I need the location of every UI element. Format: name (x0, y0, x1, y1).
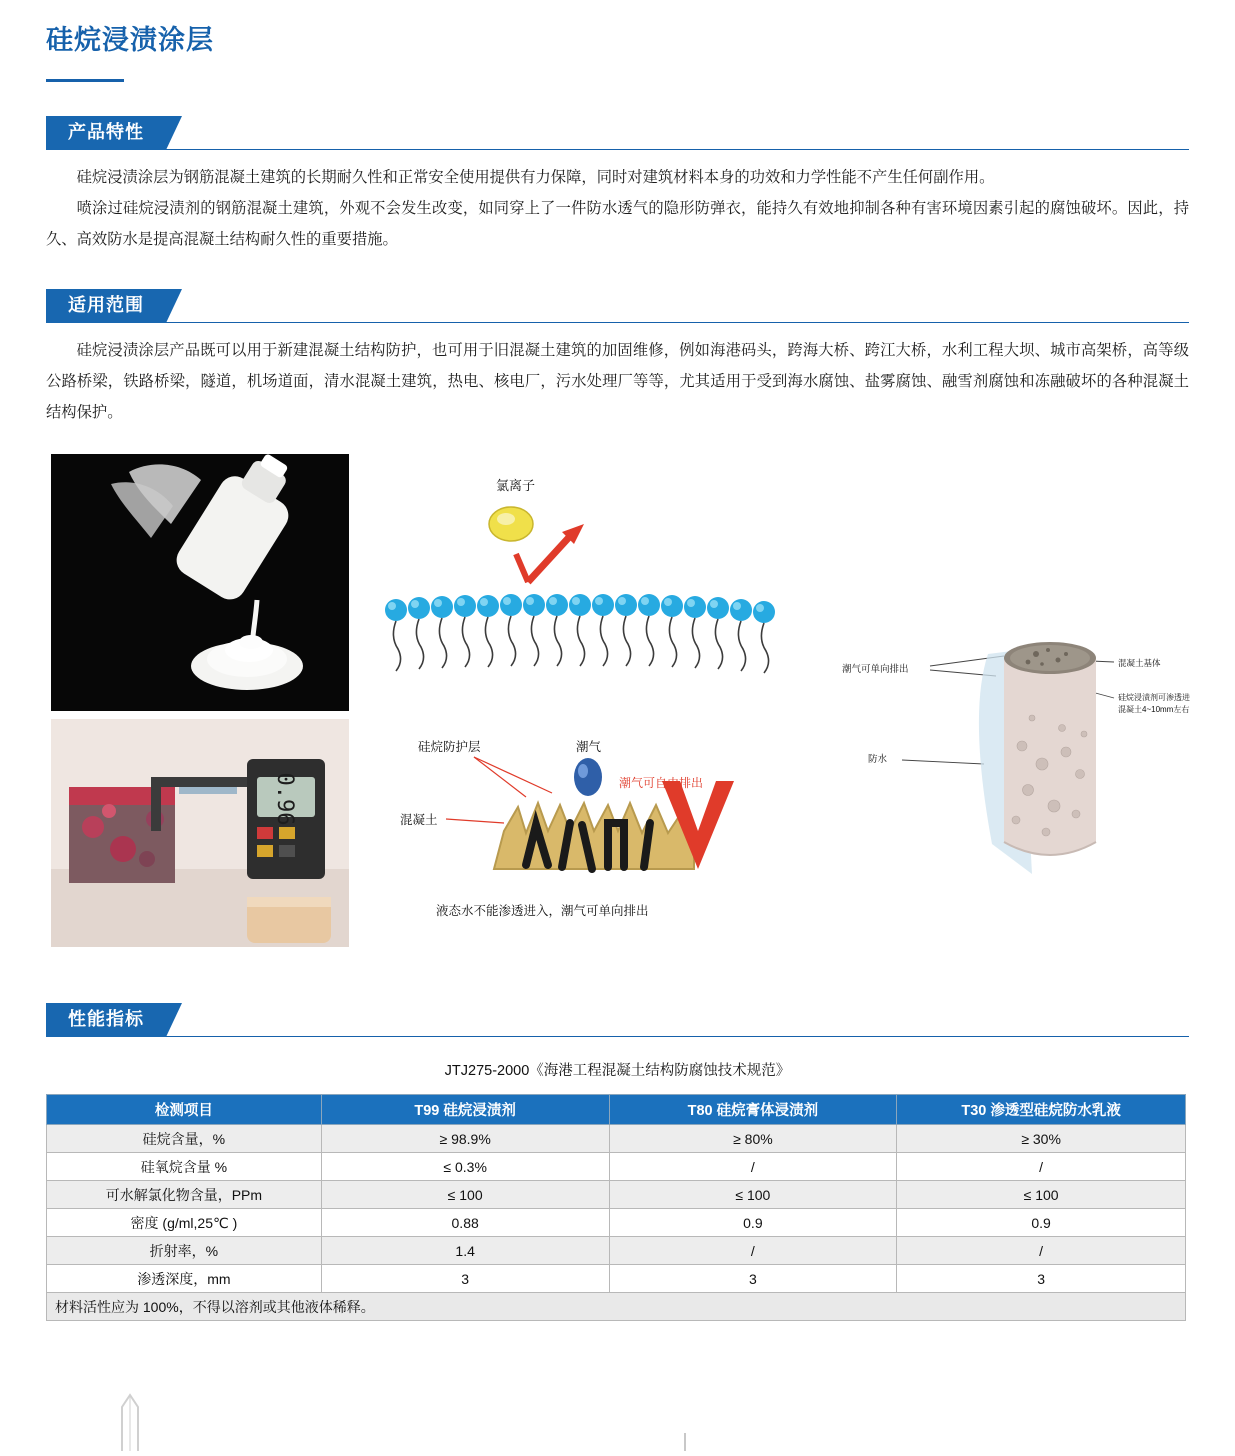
figure-label-escape: 潮气可自由排出 (619, 776, 704, 790)
photo-penetration-depth-measurement (51, 719, 349, 947)
table-row (47, 1153, 1186, 1181)
performance-table (46, 1094, 1186, 1321)
table-row (47, 1125, 1186, 1153)
table-cell: ≤ 100 (321, 1181, 609, 1209)
spec-table-caption: JTJ275-2000《海港工程混凝土结构防腐蚀技术规范》 (444, 1063, 791, 1079)
table-cell: 0.9 (609, 1209, 897, 1237)
table-cell: 硅烷含量，% (47, 1125, 322, 1153)
section-title-tab: 产品特性 (46, 116, 166, 150)
figure-label-ion: 氯离子 (496, 478, 536, 493)
table-cell: 1.4 (321, 1237, 609, 1265)
paragraph: 硅烷浸渍涂层产品既可以用于新建混凝土结构防护，也可用于旧混凝土建筑的加固维修，例如海港码头，跨海大桥、跨江大桥，水利工程大坝、城市高架桥，高等级公路桥梁，铁路桥梁，隧道，机场道面，清水混凝土建筑，热电、核电厂，污水处理厂等等，尤其适用于受到海水腐蚀、盐雾腐蚀、融雪剂腐蚀和冻融破坏的各种混凝土结构保护。 (46, 342, 1189, 421)
table-cell: 3 (609, 1265, 897, 1293)
figure-label-moisture-out: 潮气可单向排出 (842, 664, 909, 675)
table-cell: 0.9 (897, 1209, 1186, 1237)
table-cell: / (897, 1153, 1186, 1181)
paragraph: 硅烷浸渍涂层为钢筋混凝土建筑的长期耐久性和正常安全使用提供有力保障，同时对建筑材料本身的功效和力学性能不产生任何副作用。 (76, 169, 995, 186)
diagram-breathable-layer (376, 719, 796, 949)
table-cell: ≥ 98.9% (321, 1125, 609, 1153)
table-cell: 可水解氯化物含量，PPm (47, 1181, 322, 1209)
photo-silane-pouring (51, 454, 349, 711)
table-cell: / (609, 1237, 897, 1265)
section-application-scope (0, 289, 1235, 969)
figure-label-silane-layer: 硅烷防护层 (418, 740, 481, 754)
table-cell: 0.88 (321, 1209, 609, 1237)
table-cell: 3 (321, 1265, 609, 1293)
diagram-chloride-repulsion (376, 462, 796, 712)
diagram-concrete-core (826, 614, 1226, 904)
figure-label-substrate: 混凝土基体 (1118, 658, 1161, 668)
section-title-tab: 适用范围 (46, 289, 166, 323)
table-cell: 渗透深度，mm (47, 1265, 322, 1293)
table-row (47, 1181, 1186, 1209)
table-cell: 密度 (g/ml,25℃ ) (47, 1209, 322, 1237)
table-footnote: 材料活性应为 100%，不得以溶剂或其他液体稀释。 (47, 1293, 1186, 1321)
table-cell: / (609, 1153, 897, 1181)
bottom-tick-mark (684, 1433, 686, 1451)
table-header-cell: T99 硅烷浸渍剂 (321, 1095, 609, 1125)
section-title-tab: 性能指标 (46, 1003, 166, 1037)
figure-label-penetration: 硅烷浸渍剂可渗透进 (1118, 693, 1190, 702)
table-cell: ≤ 100 (897, 1181, 1186, 1209)
table-cell: ≤ 100 (609, 1181, 897, 1209)
section-performance-index (0, 1003, 1235, 1321)
svg-text:混凝土4~10mm左右: 混凝土4~10mm左右 (1118, 705, 1190, 714)
table-cell: ≥ 80% (609, 1125, 897, 1153)
table-cell: 3 (897, 1265, 1186, 1293)
section-body (46, 335, 1189, 428)
title-block (0, 0, 1235, 82)
section-header (46, 1003, 1189, 1037)
table-row (47, 1209, 1186, 1237)
bottom-decoration (110, 1393, 150, 1451)
table-cell: 硅氧烷含量 % (47, 1153, 322, 1181)
table-cell: 折射率，% (47, 1237, 322, 1265)
table-footnote-row (47, 1293, 1186, 1321)
page-title: 硅烷浸渍涂层 (46, 25, 214, 55)
figure-caption: 液态水不能渗透进入，潮气可单向排出 (436, 904, 649, 918)
table-header-cell: T80 硅烷膏体浸渍剂 (609, 1095, 897, 1125)
paragraph: 喷涂过硅烷浸渍剂的钢筋混凝土建筑，外观不会发生改变，如同穿上了一件防水透气的隐形防弹衣，能持久有效地抑制各种有害环境因素引起的腐蚀破坏。因此，持久、高效防水是提高混凝土结构耐久性的重要措施。 (46, 200, 1189, 248)
section-header (46, 289, 1189, 323)
section-product-features (0, 116, 1235, 255)
title-underline (46, 79, 124, 82)
table-cell: ≥ 30% (897, 1125, 1186, 1153)
svg-text:0.96: 0.96 (272, 772, 297, 826)
table-header-cell: T30 渗透型硅烷防水乳液 (897, 1095, 1186, 1125)
table-row (47, 1237, 1186, 1265)
section-body (46, 162, 1189, 255)
figure-label-concrete: 混凝土 (400, 813, 438, 827)
figure-gallery (46, 454, 1189, 969)
table-header-row (47, 1095, 1186, 1125)
figure-label-waterproof: 防水 (868, 754, 888, 765)
table-row (47, 1265, 1186, 1293)
table-header-cell: 检测项目 (47, 1095, 322, 1125)
table-cell: / (897, 1237, 1186, 1265)
table-cell: ≤ 0.3% (321, 1153, 609, 1181)
section-header (46, 116, 1189, 150)
figure-label-moisture: 潮气 (576, 740, 602, 754)
